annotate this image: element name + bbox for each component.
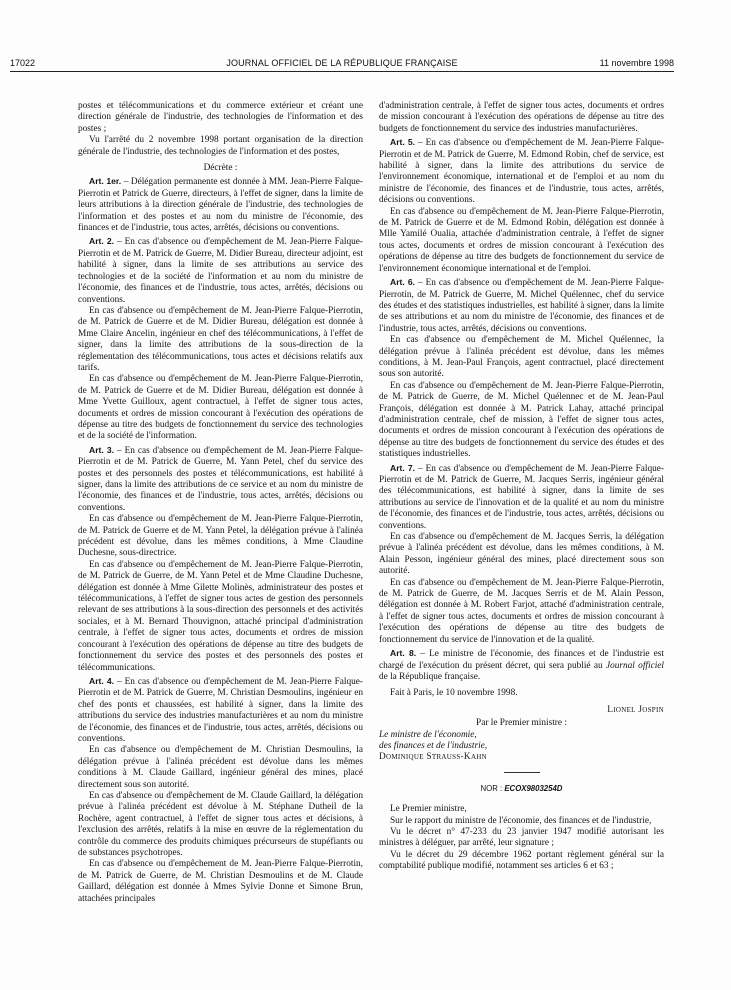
signatory-prime-minister: Lionel Jospin <box>607 704 664 715</box>
paragraph: En cas d'absence ou d'empêchement de M. Michel Quélennec, la délégation prévue à l'alinéa précédent est dévolue, dans les mêmes conditions, à M. Jean-Paul François, agent contractuel, placé directement sous son autorité. <box>379 335 664 380</box>
page-header <box>10 58 674 70</box>
paragraph: En cas d'absence ou d'empêchement de M. Christian Desmoulins, la délégation prévue à l'alinéa précédent est dévolue dans les mêmes conditions à M. Claude Gaillard, ingénieur général des mines, placé directement sous son autorité. <box>78 745 363 790</box>
article-2 <box>78 236 363 305</box>
paragraph: Le Premier ministre, <box>390 804 467 815</box>
article-label: Art. 5. <box>390 137 415 148</box>
paragraph: En cas d'absence ou d'empêchement de M. Claude Gaillard, la délégation prévue à l'alinéa précédent est dévolue à M. Stéphane Dutheil de la Rochère, agent contractuel, à l'effet de signer tous actes et décisions, à l'exclusion des arrêtés, relatifs à la mise en œuvre de la réglementation du contrôle du commerce des produits chimiques précurseurs de stupéfiants ou de substances psychotropes. <box>78 790 363 858</box>
article-text: – Délégation permanente est donnée à MM. Jean-Pierre Falque-Pierrotin et Patrick de Guerre, directeurs, à l'effet de signer, dans la limite de leurs attributions à la direction générale de l'industrie, des technologies de l'information et des postes et au nom du ministre de l'économie, des finances et de l'industrie, tous actes, arrêtés, décisions ou conventions. <box>78 177 363 234</box>
paragraph: Sur le rapport du ministre de l'économie, des finances et de l'industrie, <box>390 815 652 826</box>
journal-title: JOURNAL OFFICIEL DE LA RÉPUBLIQUE FRANÇAISE <box>226 58 458 68</box>
paragraph: En cas d'absence ou d'empêchement de M. Jean-Pierre Falque-Pierrotin, de M. Patrick de Guerre et de M. Didier Bureau, délégation est donnée à Mme Claire Ancelin, ingénieur en chef des télécommunications, à l'effet de signer, dans la limite des attributions de la sous-direction de la réglementation des télécommunications, tous actes et décisions relatifs aux tarifs. <box>78 305 363 373</box>
article-label: Art. 3. <box>89 444 114 455</box>
section-separator <box>504 772 540 773</box>
paragraph: En cas d'absence ou d'empêchement de M. Jean-Pierre Falque-Pierrotin, de M. Patrick de Guerre, de M. Yann Petel et de Mme Claudine Duchesne, délégation est donnée à Mme Gilette Molinès, administrateur des postes et télécommunications, à l'effet de signer tous actes de gestion des personnels relevant de ses attributions à la sous-direction des personnels et des activités sociales, et à M. Bernard Thouvignon, attaché principal d'administration centrale, à l'effet de signer tous actes, documents et ordres de mission concourant à l'exécution des opérations de dépense au titre des budgets de fonctionnement du service des postes et des personnels des postes et télécommunications. <box>78 559 363 673</box>
minister-title-line-2: des finances et de l'industrie, <box>379 740 488 751</box>
article-label: Art. 4. <box>89 675 114 686</box>
paragraph: En cas d'absence ou d'empêchement de M. Jean-Pierre Falque-Pierrotin, de M. Patrick de Guerre, de M. Michel Quélennec et de M. Jean-Paul François, délégation est donnée à M. Patrick Lahay, attaché principal d'administration centrale, chef de mission, à l'effet de signer tous actes, documents et ordres de mission concourant à l'exécution des opérations de dépense au titre des budgets de fonctionnement du service des études et des statistiques industrielles. <box>379 380 664 460</box>
paragraph: Vu le décret du 29 décembre 1962 portant règlement général sur la comptabilité publique modifié, notamment ses articles 6 et 63 ; <box>379 849 664 872</box>
article-7 <box>379 463 664 532</box>
article-6 <box>379 277 664 335</box>
paragraph: En cas d'absence ou d'empêchement de M. Jean-Pierre Falque-Pierrotin, de M. Patrick de Guerre, de M. Christian Desmoulins et de M. Claude Gaillard, délégation est donnée à Mmes Sylvie Donne et Simone Brun, attachées principales <box>78 859 363 904</box>
article-text: – Le ministre de l'économie, des finances et de l'industrie est chargé de l'exécution du présent décret, qui sera publié au <box>379 649 664 671</box>
paragraph: En cas d'absence ou d'empêchement de M. Jacques Serris, la délégation prévue à l'alinéa précédent est dévolue, dans les mêmes conditions, à M. Alain Pesson, ingénieur général des mines, placé directement sous son autorité. <box>379 532 664 577</box>
article-text: – En cas d'absence ou d'empêchement de M. Jean-Pierre Falque-Pierrotin, de M. Patrick de Guerre, M. Michel Quélennec, chef du service des études et des statistiques industrielles, est habilité à signer, dans la limite de ses attributions et au nom du ministre de l'économie, des finances et de l'industrie, tous actes, arrêtés, décisions ou conventions. <box>379 278 665 334</box>
journal-officiel-text: Journal officiel <box>605 660 665 671</box>
paragraph: En cas d'absence ou d'empêchement de M. Jean-Pierre Falque-Pierrotin, de M. Patrick de Guerre, de M. Jacques Serris et de M. Alain Pesson, délégation est donnée à M. Robert Farjot, attaché d'administration centrale, à l'effet de signer tous actes, documents et ordres de mission concourant à l'exécution des opérations de dépense au titre des budgets de fonctionnement du service de l'innovation et de la qualité. <box>379 577 664 645</box>
article-8 <box>379 648 664 683</box>
right-column <box>379 101 664 873</box>
article-text: de la République française. <box>379 671 481 682</box>
par-le-premier-ministre: Par le Premier ministre : <box>476 718 567 729</box>
article-3 <box>78 445 363 514</box>
article-4 <box>78 676 363 745</box>
nor-label: NOR : <box>480 783 505 793</box>
article-text: – En cas d'absence ou d'empêchement de M. Jean-Pierre Falque-Pierrotin et de M. Patrick de Guerre, M. Edmond Robin, chef de service, est habilité à signer, dans la limite des attributions du service de l'environnement économique, international et de l'emploi et au nom du ministre de l'économie, des finances et de l'industrie, tous actes, arrêtés, décisions ou conventions. <box>379 138 665 206</box>
article-label: Art. 2. <box>89 236 114 247</box>
article-label: Art. 6. <box>390 277 415 288</box>
article-1 <box>78 176 363 234</box>
left-column <box>78 101 363 905</box>
nor-code: ECOX9803254D <box>504 783 563 793</box>
article-label: Art. 1er. <box>89 176 122 187</box>
article-text: – En cas d'absence ou d'empêchement de M. Jean-Pierre Falque-Pierrotin et de M. Patrick de Guerre, M. Didier Bureau, directeur adjoint, est habilité à signer, dans la limite de ses attributions au service des technologies et de la société de l'information et au nom du ministre de l'économie, des finances et de l'industrie, tous actes, arrêtés, décisions ou conventions. <box>78 237 364 305</box>
fait-a-paris: Fait à Paris, le 10 novembre 1998. <box>390 688 518 699</box>
article-text: – En cas d'absence ou d'empêchement de M. Jean-Pierre Falque-Pierrotin et de M. Patrick de Guerre, M. Yann Petel, chef du service des postes et des personnels des postes et télécommunications, est habilité à signer, dans la limite des attributions de ce service et au nom du ministre de l'économie, des finances et de l'industrie, tous actes, arrêtés, décisions ou conventions. <box>78 445 364 513</box>
decrete-heading: Décrète : <box>203 163 238 174</box>
signatory-minister: Dominique Strauss-Kahn <box>379 752 488 763</box>
article-label: Art. 7. <box>390 462 415 473</box>
paragraph: Vu l'arrêté du 2 novembre 1998 portant organisation de la direction générale de l'industrie, des technologies de l'information et des postes, <box>78 135 363 157</box>
article-text: – En cas d'absence ou d'empêchement de M. Jean-Pierre Falque-Pierrotin et de M. Patrick de Guerre, M. Jacques Serris, ingénieur général des télécommunications, est habilité à signer, dans la limite de ses attributions au service de l'innovation et de la qualité et au nom du ministre de l'économie, des finances et de l'industrie, tous actes, arrêtés, décisions ou conventions. <box>379 463 665 531</box>
paragraph: postes et télécommunications et du commerce extérieur et créant une direction générale de l'industrie, des technologies de l'information et des postes ; <box>78 101 363 134</box>
header-rule <box>10 71 674 72</box>
paragraph: En cas d'absence ou d'empêchement de M. Jean-Pierre Falque-Pierrotin, de M. Patrick de Guerre et de M. Edmond Robin, délégation est donnée à Mlle Yamilé Oualia, attachée d'administration centrale, à l'effet de signer tous actes, documents et ordres de mission concourant à l'exécution des opérations de dépense au titre des budgets de fonctionnement du service de l'environnement économique international et de l'emploi. <box>379 206 664 274</box>
article-5 <box>379 137 664 206</box>
article-label: Art. 8. <box>390 648 417 659</box>
minister-title-line-1: Le ministre de l'économie, <box>379 729 477 740</box>
paragraph: d'administration centrale, à l'effet de signer tous actes, documents et ordres de mission concourant à l'exécution des opérations de dépense au titre des budgets de fonctionnement du service des industries manufacturières. <box>379 101 664 134</box>
page-number: 17022 <box>10 58 36 68</box>
issue-date: 11 novembre 1998 <box>599 58 674 68</box>
paragraph: En cas d'absence ou d'empêchement de M. Jean-Pierre Falque-Pierrotin, de M. Patrick de Guerre et de M. Yann Petel, la délégation prévue à l'alinéa précédent est dévolue, dans les mêmes conditions, à Mme Claudine Duchesne, sous-directrice. <box>78 514 363 559</box>
paragraph: Vu le décret n° 47-233 du 23 janvier 1947 modifié autorisant les ministres à déléguer, par arrêté, leur signature ; <box>379 826 664 849</box>
nor-reference <box>379 783 664 794</box>
article-text: – En cas d'absence ou d'empêchement de M. Jean-Pierre Falque-Pierrotin et de M. Patrick de Guerre, M. Christian Desmoulins, ingénieur en chef des ponts et chaussées, est habilité à signer, dans la limite des attributions du service des industries manufacturières et au nom du ministre de l'économie, des finances et de l'industrie, tous actes, arrêtés, décisions ou conventions. <box>78 676 364 744</box>
paragraph: En cas d'absence ou d'empêchement de M. Jean-Pierre Falque-Pierrotin, de M. Patrick de Guerre et de M. Didier Bureau, délégation est donnée à Mme Yvette Guilloux, agent contractuel, à l'effet de signer tous actes, documents et ordres de mission concourant à l'exécution des opérations de dépense au titre des budgets de fonctionnement du service des technologies et de la société de l'information. <box>78 374 363 442</box>
